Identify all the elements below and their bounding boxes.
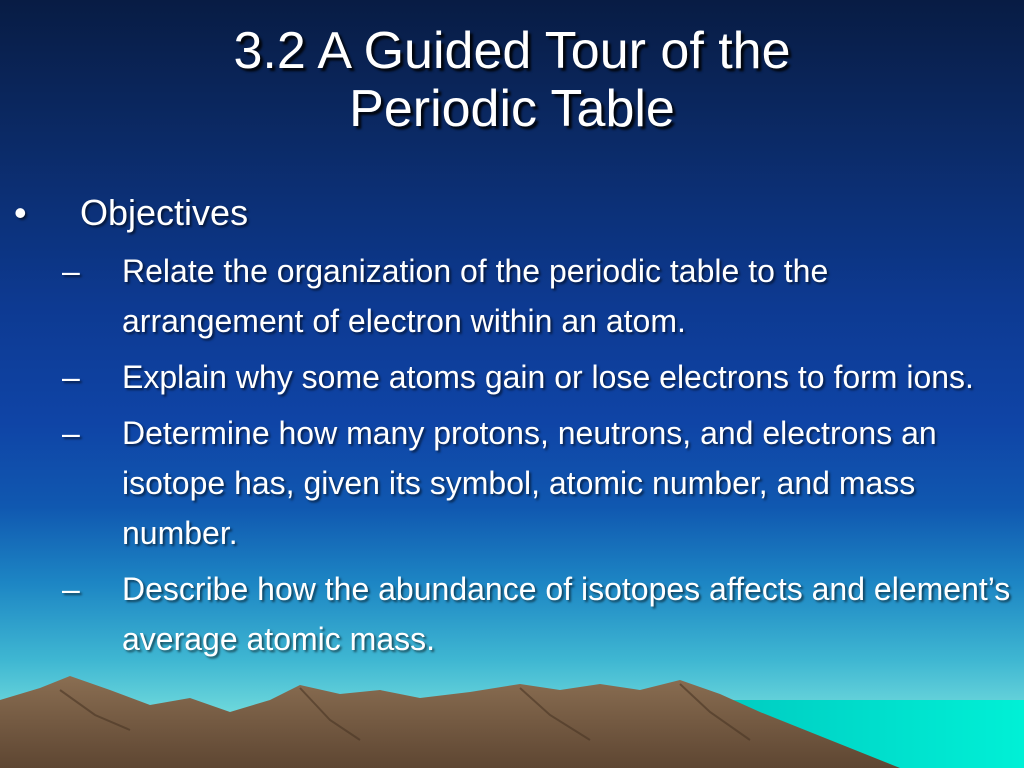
mountain-range	[0, 676, 900, 768]
objective-text: Relate the organization of the periodic table to the arrangement of electron within an atom.	[122, 253, 829, 339]
bullet-icon: •	[14, 192, 27, 233]
objective-item	[0, 408, 1024, 558]
content-body	[0, 190, 1024, 664]
objective-item	[0, 246, 1024, 346]
objective-text: Describe how the abundance of isotopes affects and element’s average atomic mass.	[122, 571, 1011, 657]
objective-item	[0, 564, 1024, 664]
title-line-1: 3.2 A Guided Tour of the	[233, 22, 791, 80]
dash-icon: –	[62, 415, 80, 451]
bullet-objectives	[0, 190, 1024, 240]
objective-text: Explain why some atoms gain or lose electrons to form ions.	[122, 359, 974, 395]
slide-title	[0, 22, 1024, 138]
dash-icon: –	[62, 571, 80, 607]
dash-icon: –	[62, 359, 80, 395]
objective-item	[0, 352, 1024, 402]
objective-text: Determine how many protons, neutrons, and electrons an isotope has, given its symbol, atomic number, and mass number.	[122, 415, 937, 551]
objectives-heading: Objectives	[80, 192, 249, 233]
dash-icon: –	[62, 253, 80, 289]
title-line-2: Periodic Table	[349, 80, 675, 138]
